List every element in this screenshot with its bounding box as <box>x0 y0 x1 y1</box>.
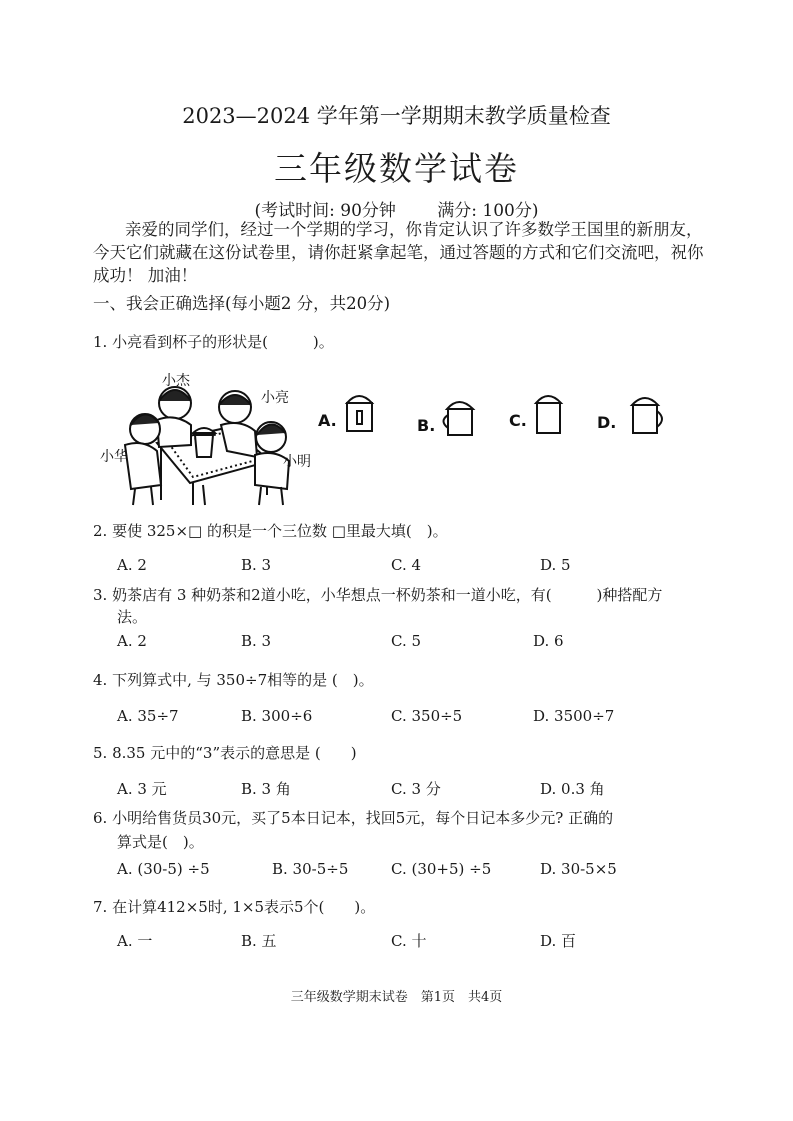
q3-option-c[interactable]: C. 5 <box>391 632 422 650</box>
q6-option-a[interactable]: A. (30-5) ÷5 <box>117 860 210 878</box>
q5-option-c[interactable]: C. 3 分 <box>391 780 441 798</box>
question-6-continued: 算式是( )。 <box>117 833 204 851</box>
q6-option-d[interactable]: D. 30-5×5 <box>540 860 617 878</box>
q4-option-b[interactable]: B. 300÷6 <box>241 707 313 725</box>
q7-option-b[interactable]: B. 五 <box>241 932 277 950</box>
cup-option-c-icon <box>536 396 561 433</box>
exam-time: (考试时间: 90分钟 <box>254 201 396 221</box>
q4-option-c[interactable]: C. 350÷5 <box>391 707 463 725</box>
page-footer: 三年级数学期末试卷 第1页 共4页 <box>290 990 503 1005</box>
q7-option-d[interactable]: D. 百 <box>540 932 577 950</box>
cup-option-a-icon <box>347 396 372 431</box>
q7-option-c[interactable]: C. 十 <box>391 932 427 950</box>
question-2: 2. 要使 325×□ 的积是一个三位数 □里最大填( )。 <box>93 522 448 540</box>
option-c-label: C. <box>509 411 527 430</box>
q4-option-a[interactable]: A. 35÷7 <box>117 707 179 725</box>
q6-option-b[interactable]: B. 30-5÷5 <box>272 860 349 878</box>
option-a-label: A. <box>318 411 337 430</box>
name-xiaoliang: 小亮 <box>261 390 289 406</box>
exam-score: 满分: 100分) <box>437 201 539 221</box>
q2-option-b[interactable]: B. 3 <box>241 556 272 574</box>
q5-option-a[interactable]: A. 3 元 <box>117 780 167 798</box>
section-heading: 一、我会正确选择(每小题2 分，共20分) <box>93 294 391 313</box>
page-title: 三年级数学试卷 <box>274 149 519 188</box>
q5-option-d[interactable]: D. 0.3 角 <box>540 780 605 798</box>
q6-option-c[interactable]: C. (30+5) ÷5 <box>391 860 492 878</box>
name-xiaoming: 小明 <box>283 454 311 470</box>
cup-option-b-icon <box>444 402 474 435</box>
question-3-continued: 法。 <box>117 608 148 626</box>
q4-option-d[interactable]: D. 3500÷7 <box>533 707 615 725</box>
exam-period-title: 2023—2024 学年第一学期期末教学质量检查 <box>182 104 611 128</box>
q3-option-d[interactable]: D. 6 <box>533 632 564 650</box>
question-1: 1. 小亮看到杯子的形状是( )。 <box>93 333 334 351</box>
question-4: 4. 下列算式中, 与 350÷7相等的是 ( )。 <box>93 671 374 689</box>
q2-option-d[interactable]: D. 5 <box>540 556 571 574</box>
q3-option-a[interactable]: A. 2 <box>117 632 147 650</box>
question-1-figure <box>95 365 685 510</box>
cup-option-d-icon <box>632 398 662 433</box>
option-b-label: B. <box>417 416 436 435</box>
name-xiaohua: 小华 <box>100 449 128 465</box>
q7-option-a[interactable]: A. 一 <box>117 932 153 950</box>
q2-option-a[interactable]: A. 2 <box>117 556 147 574</box>
q5-option-b[interactable]: B. 3 角 <box>241 780 291 798</box>
intro-paragraph: 亲爱的同学们，经过一个学期的学习，你肯定认识了许多数学王国里的新朋友，今天它们就藏在这份试卷里，请你赶紧拿起笔，通过答题的方式和它们交流吧，祝你成功！ 加油！ <box>93 220 704 285</box>
question-7: 7. 在计算412×5时, 1×5表示5个( )。 <box>93 898 376 916</box>
q2-option-c[interactable]: C. 4 <box>391 556 422 574</box>
question-5: 5. 8.35 元中的“3”表示的意思是 ( ) <box>93 744 357 762</box>
name-xiaojie: 小杰 <box>162 373 190 389</box>
question-3: 3. 奶茶店有 3 种奶茶和2道小吃，小华想点一杯奶茶和一道小吃，有( )种搭配方 <box>93 586 663 604</box>
question-6: 6. 小明给售货员30元，买了5本日记本，找回5元，每个日记本多少元? 正确的 <box>93 809 614 827</box>
q3-option-b[interactable]: B. 3 <box>241 632 272 650</box>
option-d-label: D. <box>597 413 617 432</box>
